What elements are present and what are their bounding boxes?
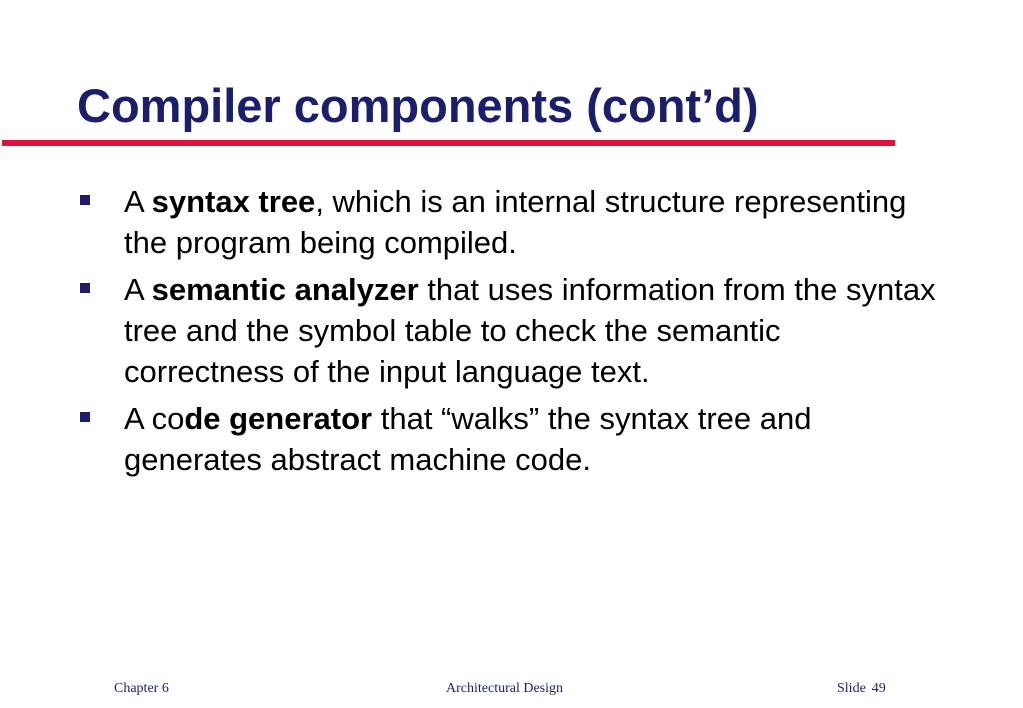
footer-title: Architectural Design xyxy=(446,681,564,696)
bullet-text-post: that uses information from the syntax tree and the symbol table to check the semantic correctness of the input language text. xyxy=(124,272,936,389)
square-bullet-icon xyxy=(80,283,90,293)
bullet-item xyxy=(0,269,1023,392)
title-underline-rule xyxy=(2,140,895,146)
bullet-item xyxy=(0,181,1023,263)
bullet-text-pre: A xyxy=(124,184,152,219)
slide-label: Slide xyxy=(837,681,866,696)
bullet-text-bold: de generator xyxy=(184,401,373,436)
bullet-text-bold: syntax tree xyxy=(151,184,316,219)
square-bullet-icon xyxy=(80,412,90,422)
bullet-text-bold: semantic analyzer xyxy=(151,272,419,307)
bullet-list xyxy=(0,181,1023,486)
footer-chapter: Chapter 6 xyxy=(114,681,169,696)
bullet-text-post: , which is an internal structure representing the program being compiled. xyxy=(124,184,907,260)
square-bullet-icon xyxy=(80,195,90,205)
bullet-text-pre: A co xyxy=(124,401,185,436)
bullet-text-post: that “walks” the syntax tree and generates abstract machine code. xyxy=(124,401,812,477)
slide-number: 49 xyxy=(871,681,886,696)
footer-slide-number xyxy=(837,680,886,698)
bullet-text-pre: A xyxy=(124,272,152,307)
bullet-item xyxy=(0,398,1023,480)
slide-title: Compiler components (cont’d) xyxy=(77,79,759,132)
